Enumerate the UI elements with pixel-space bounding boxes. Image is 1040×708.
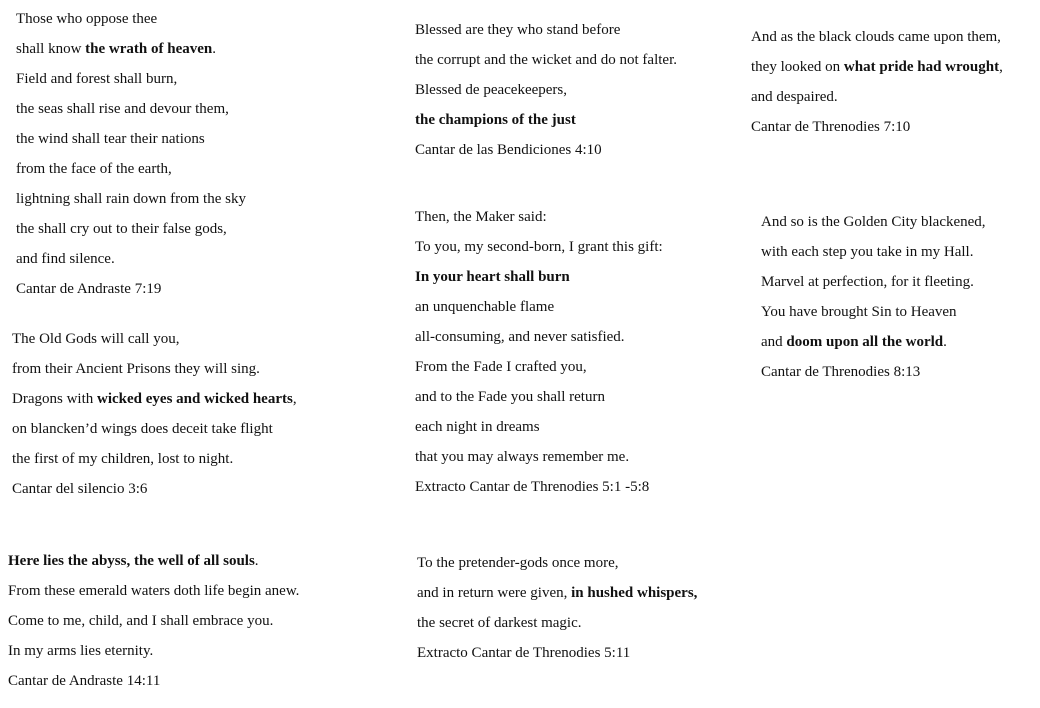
text: Field and forest shall burn,	[16, 71, 178, 87]
text: all-consuming, and never satisfied.	[415, 329, 625, 345]
text: shall know	[16, 41, 86, 57]
text: lightning shall rain down from the sky	[16, 191, 246, 207]
verse-line	[751, 112, 1003, 142]
verse-line	[16, 154, 246, 184]
text: from the face of the earth,	[16, 161, 172, 177]
text: with each step you take in my Hall.	[761, 244, 974, 260]
text: and despaired.	[751, 89, 838, 105]
text: the seas shall rise and devour them,	[16, 101, 229, 117]
verse-blessed	[415, 15, 677, 165]
verse-line	[16, 94, 246, 124]
text: and	[761, 334, 787, 350]
verse-line	[415, 262, 663, 292]
verse-line	[761, 357, 986, 387]
verse-line	[16, 214, 246, 244]
text: Extracto Cantar de Threnodies 5:1 -5:8	[415, 479, 650, 495]
text: ,	[292, 391, 297, 407]
text: the corrupt and the wicket and do not falter.	[415, 52, 677, 68]
bold-text: doom upon all the world	[786, 334, 944, 350]
verse-line	[415, 15, 677, 45]
text: an unquenchable flame	[415, 299, 555, 315]
verse-black-clouds	[751, 22, 1003, 142]
text: Blessed are they who stand before	[415, 22, 621, 38]
verse-line	[12, 444, 297, 474]
text: the shall cry out to their false gods,	[16, 221, 227, 237]
text: each night in dreams	[415, 419, 540, 435]
bold-text: wicked eyes and wicked hearts	[97, 391, 293, 407]
text: and in return were given,	[417, 585, 572, 601]
verse-line	[16, 64, 246, 94]
verse-line	[415, 322, 663, 352]
text: the wind shall tear their nations	[16, 131, 205, 147]
verse-line	[8, 576, 299, 606]
verse-line	[415, 135, 677, 165]
verse-line	[12, 384, 297, 414]
verse-line	[16, 4, 246, 34]
verse-line	[415, 412, 663, 442]
verse-line	[417, 638, 697, 668]
verse-line	[16, 184, 246, 214]
text: And as the black clouds came upon them,	[751, 29, 1001, 45]
verse-line	[415, 105, 677, 135]
verse-line	[415, 472, 663, 502]
verse-line	[751, 22, 1003, 52]
verse-old-gods	[12, 324, 297, 504]
text: Cantar de las Bendiciones 4:10	[415, 142, 602, 158]
text: that you may always remember me.	[415, 449, 630, 465]
text: ,	[999, 59, 1003, 75]
verse-line	[761, 207, 986, 237]
verse-line	[16, 34, 246, 64]
verse-line	[415, 442, 663, 472]
text: Come to me, child, and I shall embrace you.	[8, 613, 274, 629]
text: Extracto Cantar de Threnodies 5:11	[417, 645, 631, 661]
verse-line	[8, 666, 299, 696]
bold-text: the wrath of heaven	[85, 41, 213, 57]
text: Cantar de Andraste 7:19	[16, 281, 162, 297]
verse-line	[415, 202, 663, 232]
text: .	[212, 41, 216, 57]
verse-line	[12, 324, 297, 354]
text: .	[943, 334, 947, 350]
verse-line	[417, 578, 697, 608]
verse-line	[8, 636, 299, 666]
verse-line	[415, 232, 663, 262]
text: Cantar del silencio 3:6	[12, 481, 148, 497]
text: Then, the Maker said:	[415, 209, 547, 225]
text: In my arms lies eternity.	[8, 643, 154, 659]
text: From the Fade I crafted you,	[415, 359, 587, 375]
verse-line	[415, 382, 663, 412]
verse-line	[12, 354, 297, 384]
text: And so is the Golden City blackened,	[761, 214, 986, 230]
verse-line	[761, 327, 986, 357]
verse-line	[417, 608, 697, 638]
verse-line	[417, 548, 697, 578]
text: and to the Fade you shall return	[415, 389, 605, 405]
bold-text: the champions of the just	[415, 112, 576, 128]
bold-text: Here lies the abyss, the well of all souls	[8, 553, 255, 569]
verse-golden-city	[761, 207, 986, 387]
verse-line	[12, 474, 297, 504]
text: To you, my second-born, I grant this gift:	[415, 239, 663, 255]
verse-line	[415, 352, 663, 382]
verse-line	[8, 546, 299, 576]
verse-line	[415, 45, 677, 75]
verse-line	[751, 52, 1003, 82]
text: Cantar de Threnodies 8:13	[761, 364, 921, 380]
verse-maker-said	[415, 202, 663, 502]
bold-text: what pride had wrought	[843, 59, 1000, 75]
text: Cantar de Threnodies 7:10	[751, 119, 911, 135]
text: the secret of darkest magic.	[417, 615, 582, 631]
verse-line	[12, 414, 297, 444]
text: To the pretender-gods once more,	[417, 555, 619, 571]
text: and find silence.	[16, 251, 115, 267]
text: .	[254, 553, 259, 569]
verse-wrath-of-heaven	[16, 4, 246, 304]
text: the first of my children, lost to night.	[12, 451, 234, 467]
text: The Old Gods will call you,	[12, 331, 180, 347]
text: Dragons with	[12, 391, 97, 407]
text: they looked on	[751, 59, 844, 75]
text: Cantar de Andraste 14:11	[8, 673, 161, 689]
verse-pretender-gods	[417, 548, 697, 668]
text: You have brought Sin to Heaven	[761, 304, 957, 320]
verse-abyss	[8, 546, 299, 696]
text: Those who oppose thee	[16, 11, 158, 27]
verse-line	[16, 244, 246, 274]
verse-line	[16, 274, 246, 304]
verse-line	[761, 297, 986, 327]
verse-line	[751, 82, 1003, 112]
verse-line	[761, 237, 986, 267]
verse-line	[415, 292, 663, 322]
verse-line	[16, 124, 246, 154]
text: on blancken’d wings does deceit take flight	[12, 421, 273, 437]
text: from their Ancient Prisons they will sing.	[12, 361, 260, 377]
verse-line	[8, 606, 299, 636]
bold-text: In your heart shall burn	[415, 269, 570, 285]
text: Blessed de peacekeepers,	[415, 82, 568, 98]
text: From these emerald waters doth life begin anew.	[8, 583, 300, 599]
bold-text: in hushed whispers,	[571, 585, 698, 601]
verse-line	[761, 267, 986, 297]
text: Marvel at perfection, for it fleeting.	[761, 274, 974, 290]
verse-line	[415, 75, 677, 105]
